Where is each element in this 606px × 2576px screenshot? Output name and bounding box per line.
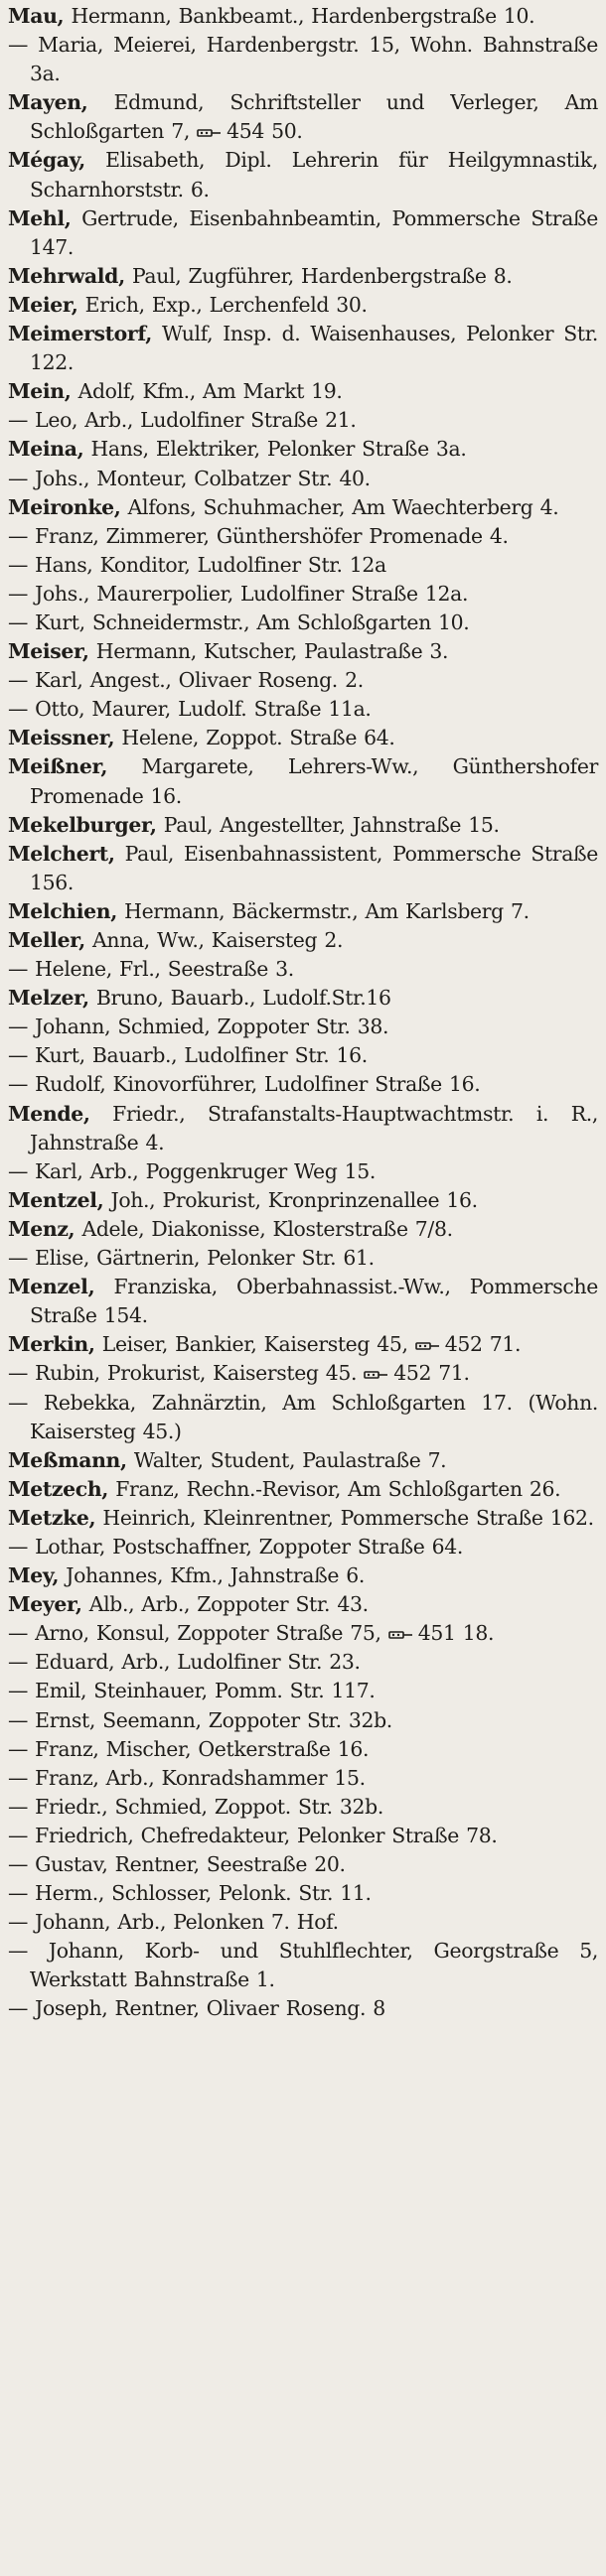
directory-entry [8, 1330, 598, 1359]
entry-details: Paul, Zugführer, Hardenbergstraße 8. [124, 263, 513, 288]
directory-entry [8, 88, 598, 146]
entry-surname: Melzer, [8, 986, 89, 1011]
directory-entry [8, 146, 598, 203]
directory-entry [8, 1013, 598, 1041]
directory-entry [8, 637, 598, 666]
directory-entry [8, 840, 598, 897]
directory-entry [8, 926, 598, 955]
directory-entry [8, 291, 598, 320]
directory-entry [8, 204, 598, 262]
entry-surname: Meissner, [8, 726, 115, 750]
entry-surname: Meiser, [8, 639, 89, 664]
entry-surname: Mehl, [8, 205, 72, 230]
entry-details: — Karl, Arb., Poggenkruger Weg 15. [8, 1158, 376, 1183]
entry-details: — Johs., Maurerpolier, Ludolfiner Straße 12a. [8, 581, 469, 606]
entry-details: Erich, Exp., Lerchenfeld 30. [77, 292, 368, 317]
directory-entry [8, 1908, 598, 1937]
entry-surname: Merkin, [8, 1332, 95, 1357]
entry-surname: Meller, [8, 928, 85, 952]
directory-entry [8, 551, 598, 580]
entry-surname: Mehrwald, [8, 263, 125, 288]
entry-details: — Rudolf, Kinovorführer, Ludolfiner Straße 16. [8, 1072, 481, 1097]
entry-details: Margarete, Lehrers-Ww., Günthershofer Promenade 16. [30, 754, 598, 808]
directory-entry [8, 1793, 598, 1822]
entry-details: — Gustav, Rentner, Seestraße 20. [8, 1852, 346, 1876]
directory-entry [8, 1590, 598, 1619]
entry-details: Hermann, Kutscher, Paulastraße 3. [88, 639, 449, 664]
entry-details: — Karl, Angest., Olivaer Roseng. 2. [8, 668, 364, 693]
entry-details: Hermann, Bankbeamt., Hardenbergstraße 10. [64, 4, 535, 28]
entry-details: — Ernst, Seemann, Zoppoter Str. 32b. [8, 1707, 392, 1732]
directory-entry [8, 695, 598, 724]
entry-details: Leiser, Bankier, Kaisersteg 45, [94, 1332, 408, 1357]
directory-entry [8, 1735, 598, 1764]
entry-details: — Johs., Monteur, Colbatzer Str. 40. [8, 466, 371, 490]
entry-details: Bruno, Bauarb., Ludolf.Str.16 [88, 986, 391, 1011]
directory-entry [8, 1648, 598, 1677]
entry-surname: Meironke, [8, 494, 121, 519]
entry-surname: Meimerstorf, [8, 322, 153, 346]
directory-entry [8, 984, 598, 1013]
directory-entry [8, 580, 598, 609]
entry-details: — Rubin, Prokurist, Kaisersteg 45. [8, 1361, 358, 1386]
directory-entry [8, 1850, 598, 1879]
entry-details: Helene, Zoppot. Straße 64. [114, 726, 395, 750]
entry-surname: Menz, [8, 1216, 76, 1241]
directory-entry [8, 406, 598, 435]
entry-surname: Mende, [8, 1101, 90, 1126]
entry-details: — Franz, Zimmerer, Günthershöfer Promenade 4. [8, 523, 509, 548]
entry-details: Adolf, Kfm., Am Markt 19. [71, 379, 343, 404]
directory-entry [8, 522, 598, 551]
directory-entry [8, 1446, 598, 1475]
entry-surname: Mau, [8, 4, 65, 28]
directory-entry [8, 1533, 598, 1561]
phone-number: 452 71. [444, 1332, 522, 1357]
directory-entry [8, 1994, 598, 2023]
directory-entry [8, 724, 598, 752]
directory-entry [8, 435, 598, 464]
directory-entry [8, 31, 598, 88]
entry-details: — Johann, Schmied, Zoppoter Str. 38. [8, 1015, 389, 1039]
entry-details: — Johann, Korb- und Stuhlflechter, Georgstraße 5, Werkstatt Bahnstraße 1. [8, 1939, 598, 1992]
directory-entry [8, 955, 598, 984]
directory-entry [8, 1359, 598, 1388]
entry-surname: Menzel, [8, 1275, 95, 1299]
entry-details: Alfons, Schuhmacher, Am Waechterberg 4. [120, 494, 559, 519]
entry-details: — Lothar, Postschaffner, Zoppoter Straße 64. [8, 1534, 463, 1559]
entry-details: — Maria, Meierei, Hardenbergstr. 15, Wohn. Bahnstraße 3a. [8, 33, 598, 86]
entry-details: — Johann, Arb., Pelonken 7. Hof. [8, 1910, 339, 1935]
entry-details: Edmund, Schriftsteller und Verleger, Am Schloßgarten 7, [30, 90, 598, 144]
directory-entry [8, 1070, 598, 1099]
directory-entry [8, 1764, 598, 1793]
entry-surname: Metzech, [8, 1476, 109, 1501]
directory-entry [8, 1706, 598, 1735]
directory-entry [8, 811, 598, 840]
directory-entry [8, 1937, 598, 1994]
entry-details: Friedr., Strafanstalts-Hauptwachtmstr. i. R., Jahnstraße 4. [30, 1101, 598, 1154]
entry-details: — Eduard, Arb., Ludolfiner Str. 23. [8, 1650, 361, 1675]
telephone-icon [388, 1629, 414, 1641]
entry-details: — Friedr., Schmied, Zoppot. Str. 32b. [8, 1794, 383, 1819]
entry-details: Paul, Angestellter, Jahnstraße 15. [156, 812, 500, 837]
directory-entry [8, 1157, 598, 1186]
entry-details: Alb., Arb., Zoppoter Str. 43. [81, 1592, 369, 1617]
entry-details: Franziska, Oberbahnassist.-Ww., Pommersche Straße 154. [30, 1275, 598, 1328]
entry-details: — Helene, Frl., Seestraße 3. [8, 957, 294, 982]
entry-details: — Hans, Konditor, Ludolfiner Str. 12a [8, 552, 386, 577]
entry-details: Elisabeth, Dipl. Lehrerin für Heilgymnastik, Scharnhorststr. 6. [30, 148, 598, 202]
entry-details: — Leo, Arb., Ludolfiner Straße 21. [8, 408, 357, 433]
entry-details: Walter, Student, Paulastraße 7. [126, 1447, 447, 1472]
directory-entry [8, 1619, 598, 1648]
entry-surname: Meina, [8, 437, 84, 462]
phone-number: 454 50. [227, 119, 303, 144]
directory-entry [8, 1186, 598, 1215]
entry-details: Johannes, Kfm., Jahnstraße 6. [59, 1563, 365, 1588]
entry-details: — Arno, Konsul, Zoppoter Straße 75, [8, 1621, 381, 1646]
directory-entry [8, 1677, 598, 1705]
directory-entry [8, 752, 598, 810]
entry-surname: Mey, [8, 1563, 60, 1588]
entry-details: Franz, Rechn.-Revisor, Am Schloßgarten 26. [108, 1476, 561, 1501]
directory-entry [8, 1215, 598, 1244]
directory-entry [8, 1504, 598, 1533]
entry-details: — Joseph, Rentner, Olivaer Roseng. 8 [8, 1996, 385, 2021]
entry-details: — Emil, Steinhauer, Pomm. Str. 117. [8, 1679, 376, 1703]
entry-details: Joh., Prokurist, Kronprinzenallee 16. [103, 1187, 478, 1212]
directory-entry [8, 1561, 598, 1590]
entry-surname: Mekelburger, [8, 812, 157, 837]
entry-details: — Friedrich, Chefredakteur, Pelonker Straße 78. [8, 1823, 498, 1847]
entry-details: Heinrich, Kleinrentner, Pommersche Straße 162. [95, 1505, 594, 1530]
entry-surname: Meißner, [8, 754, 108, 779]
directory-entry [8, 320, 598, 377]
entry-surname: Melchien, [8, 898, 118, 923]
entry-details: — Rebekka, Zahnärztin, Am Schloßgarten 17. (Wohn. Kaisersteg 45.) [8, 1390, 598, 1443]
entry-details: Hermann, Bäckermstr., Am Karlsberg 7. [117, 898, 530, 923]
entry-details: Adele, Diakonisse, Klosterstraße 7/8. [75, 1216, 453, 1241]
directory-entry [8, 1822, 598, 1850]
entry-details: — Franz, Arb., Konradshammer 15. [8, 1765, 366, 1790]
directory-entry [8, 1879, 598, 1908]
directory-entry [8, 1475, 598, 1504]
entry-surname: Meyer, [8, 1592, 82, 1617]
directory-entry [8, 609, 598, 637]
directory-entry [8, 377, 598, 406]
entry-details: Wulf, Insp. d. Waisenhauses, Pelonker Str. 122. [30, 322, 598, 375]
entry-details: — Elise, Gärtnerin, Pelonker Str. 61. [8, 1246, 375, 1271]
directory-entry [8, 1244, 598, 1273]
telephone-icon [364, 1369, 389, 1381]
entry-details: Gertrude, Eisenbahnbeamtin, Pommersche Straße 147. [30, 205, 598, 259]
entry-details: — Otto, Maurer, Ludolf. Straße 11a. [8, 697, 372, 722]
entry-details: — Franz, Mischer, Oetkerstraße 16. [8, 1736, 370, 1761]
phone-number: 452 71. [393, 1361, 470, 1386]
phone-number: 451 18. [417, 1621, 495, 1646]
telephone-icon [415, 1340, 441, 1352]
entry-details: — Kurt, Bauarb., Ludolfiner Str. 16. [8, 1043, 368, 1068]
entry-surname: Mayen, [8, 90, 88, 115]
directory-entry [8, 2, 598, 31]
directory-entry [8, 493, 598, 522]
entry-surname: Mégay, [8, 148, 85, 173]
entry-surname: Meßmann, [8, 1447, 127, 1472]
directory-entry [8, 1100, 598, 1157]
entry-surname: Metzke, [8, 1505, 96, 1530]
directory-entry [8, 897, 598, 926]
directory-entry [8, 1389, 598, 1446]
directory-entry [8, 465, 598, 493]
entry-details: Hans, Elektriker, Pelonker Straße 3a. [83, 437, 467, 462]
entry-surname: Mein, [8, 379, 72, 404]
entry-details: Paul, Eisenbahnassistent, Pommersche Straße 156. [30, 841, 598, 894]
entry-surname: Mentzel, [8, 1187, 104, 1212]
entry-surname: Meier, [8, 292, 78, 317]
directory-entry [8, 666, 598, 695]
directory-entry [8, 1041, 598, 1070]
entry-details: — Kurt, Schneidermstr., Am Schloßgarten 10. [8, 610, 470, 634]
directory-entry [8, 262, 598, 291]
entry-surname: Melchert, [8, 841, 115, 866]
entry-details: — Herm., Schlosser, Pelonk. Str. 11. [8, 1881, 372, 1906]
entry-details: Anna, Ww., Kaisersteg 2. [84, 928, 344, 952]
telephone-icon [197, 127, 223, 139]
directory-entry [8, 1273, 598, 1330]
